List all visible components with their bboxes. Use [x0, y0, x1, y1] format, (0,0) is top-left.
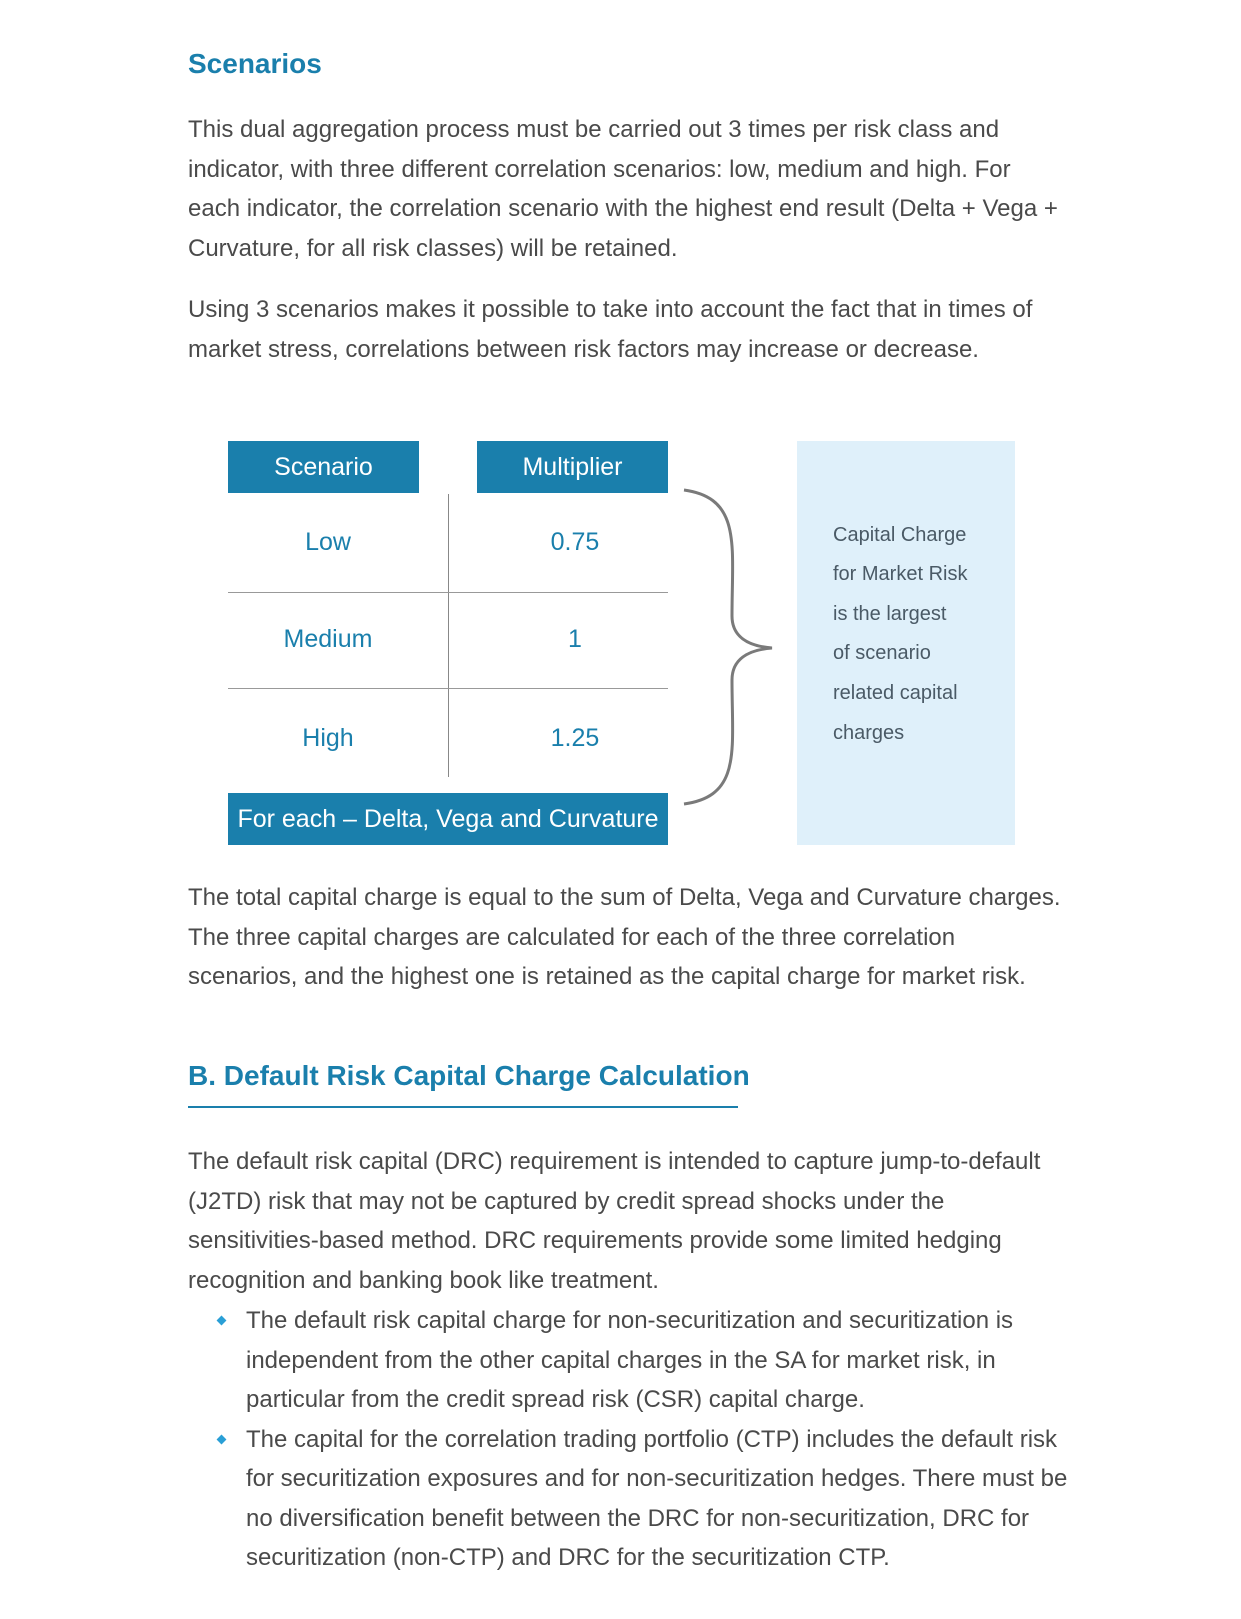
note-line: is the largest — [833, 603, 947, 625]
scenarios-paragraph-1: This dual aggregation process must be carried out 3 times per risk class and indicator, with three different correlation scenarios: low, medium and high. For each indicator, the correlation scenario with the highest end result (Delta + Vega + Curvature, for all risk classes) will be retained. — [188, 116, 1058, 262]
multiplier-cell-low: 0.75 — [550, 528, 600, 556]
note-line: of scenario — [833, 642, 931, 664]
table-column-divider — [448, 494, 449, 777]
note-line: Capital Charge — [833, 524, 967, 546]
diagram-footer-bar: For each – Delta, Vega and Curvature — [228, 793, 668, 845]
scenarios-paragraph-2: Using 3 scenarios makes it possible to take into account the fact that in times of market stress, correlations between risk factors may increase or decrease. — [188, 296, 1033, 363]
bullet-diamond-icon — [217, 1434, 227, 1444]
note-line: charges — [833, 722, 905, 744]
default-risk-heading: B. Default Risk Capital Charge Calculation — [188, 1060, 750, 1091]
scenario-column-header: Scenario — [228, 441, 419, 493]
scenario-cell-high: High — [302, 724, 354, 752]
note-line: for Market Risk — [833, 563, 968, 585]
scenario-cell-medium: Medium — [283, 625, 373, 653]
multiplier-column-header: Multiplier — [477, 441, 668, 493]
heading-underline — [188, 1106, 738, 1108]
default-risk-paragraph: The default risk capital (DRC) requirement is intended to capture jump-to-default (J2TD) risk that may not be captured by credit spread shocks under the sensitivities-based method. DRC requirements provide some limited hedging recognition and banking book like treatment. — [188, 1148, 1041, 1294]
curly-brace-icon — [682, 486, 778, 808]
bullet-diamond-icon — [217, 1316, 227, 1326]
total-capital-paragraph: The total capital charge is equal to the sum of Delta, Vega and Curvature charges. The three capital charges are calculated for each of the three correlation scenarios, and the highest one is retained as the capital charge for market risk. — [188, 884, 1061, 990]
multiplier-cell-medium: 1 — [568, 625, 582, 653]
bullet-text: The capital for the correlation trading portfolio (CTP) includes the default risk for securitization exposures and for non-securitization hedges. There must be no diversification benefit between the DRC for non-securitization, DRC for securitization (non-CTP) and DRC for the securitization CTP. — [246, 1425, 1068, 1571]
list-item — [188, 1301, 1088, 1420]
table-row-divider — [228, 688, 668, 689]
scenarios-heading: Scenarios — [188, 48, 322, 79]
note-line: related capital — [833, 682, 958, 704]
multiplier-cell-high: 1.25 — [550, 724, 600, 752]
scenario-cell-low: Low — [305, 528, 351, 556]
list-item — [188, 1420, 1088, 1578]
bullet-text: The default risk capital charge for non-securitization and securitization is independent from the other capital charges in the SA for market risk, in particular from the credit spread risk (CSR) capital charge. — [246, 1307, 1014, 1413]
default-risk-bullet-list — [188, 1301, 1088, 1578]
table-row-divider — [228, 592, 668, 593]
